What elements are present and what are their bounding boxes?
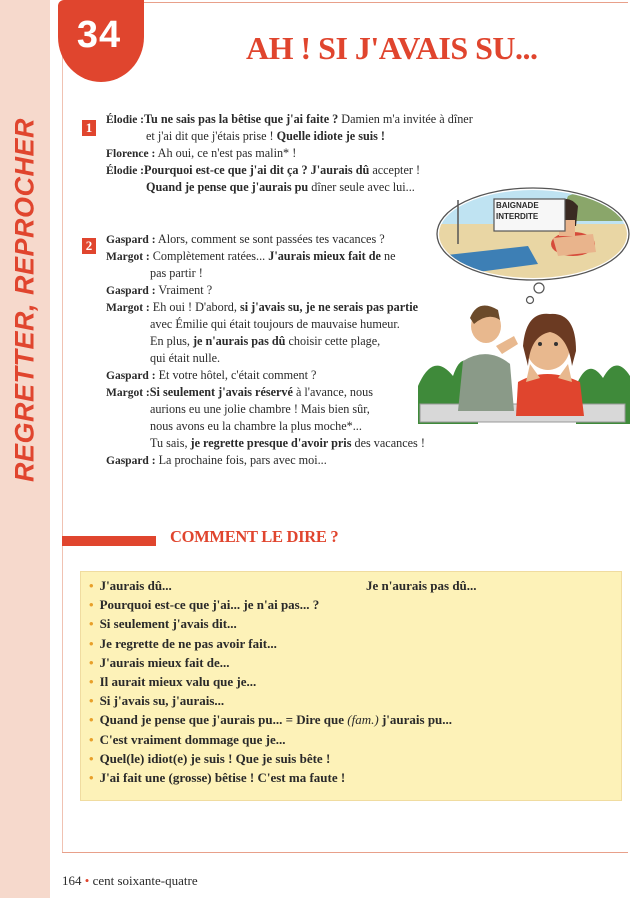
phrase-item	[89, 751, 330, 767]
bullet-icon: •	[89, 731, 94, 747]
dialogue-2-number: 2	[82, 238, 96, 254]
dialogue-line	[106, 248, 396, 265]
dialogue-line	[150, 401, 370, 417]
speaker-name: Gaspard :	[106, 455, 156, 467]
dialogue-text: Vraiment ?	[155, 283, 213, 297]
dialogue-line	[150, 435, 425, 451]
phrase-item	[89, 770, 345, 786]
key-expression: Si seulement j'avais réservé	[149, 385, 293, 399]
section-bar	[62, 536, 156, 546]
page-number-words: cent soixante-quatre	[92, 873, 198, 888]
phrase-text: J'ai fait une (grosse) bêtise ! C'est ma faute !	[99, 770, 346, 785]
dialogue-text: qui était nulle.	[150, 351, 221, 365]
bullet-icon: •	[89, 654, 94, 670]
speaker-name: Gaspard :	[106, 234, 156, 246]
dialogue-text: Tu sais,	[150, 436, 191, 450]
bullet-icon: •	[89, 750, 94, 766]
dialogue-text: choisir cette plage,	[285, 334, 381, 348]
speaker-name: Margot :	[106, 387, 150, 399]
key-expression: si j'avais su, je ne serais pas partie	[239, 300, 419, 314]
page-number: 164	[62, 873, 82, 888]
page-footer	[62, 873, 198, 889]
key-expression: Quand je pense que j'aurais pu	[146, 180, 309, 194]
speaker-name: Élodie :	[106, 114, 145, 126]
frame-left-line	[62, 2, 63, 853]
phrase-text: Pourquoi est-ce que j'ai... je n'ai pas... ?	[99, 597, 320, 613]
dialogue-line	[106, 282, 212, 299]
sign-text-line-1: BAIGNADE	[496, 201, 539, 210]
speaker-name: Florence :	[106, 148, 156, 160]
dialogue-line	[106, 384, 373, 401]
frame-top-line	[62, 2, 628, 3]
phrase-item	[89, 578, 172, 594]
key-expression: je n'aurais pas dû	[193, 334, 286, 348]
phrase-text: Si seulement j'avais dit...	[99, 616, 237, 632]
bullet-icon: •	[89, 616, 94, 632]
phrase-text: Il aurait mieux valu que je...	[99, 674, 257, 689]
phrase-item	[89, 732, 286, 748]
dialogue-line	[106, 111, 473, 128]
dialogue-text: à l'avance, nous	[292, 385, 373, 399]
phrase-text: Quand je pense que j'aurais pu... = Dire que	[99, 712, 348, 728]
phrase-text: Si j'avais su, j'aurais...	[99, 693, 225, 709]
dialogue-line	[106, 145, 296, 162]
phrase-text: J'aurais mieux fait de...	[99, 654, 230, 670]
phrase-text: Je regrette de ne pas avoir fait...	[99, 635, 277, 651]
dialogue-text: Alors, comment se sont passées tes vacances ?	[155, 232, 385, 246]
footer-bullet-icon: •	[84, 873, 93, 888]
key-expression: Quelle idiote je suis !	[276, 129, 385, 143]
dialogue-line	[106, 452, 327, 469]
dialogue-text: pas partir !	[150, 266, 203, 280]
phrase-item	[89, 712, 452, 728]
dialogue-line	[106, 162, 420, 179]
dialogue-text: et j'ai dit que j'étais prise !	[146, 129, 277, 143]
key-expression: je regrette presque d'avoir pris	[190, 436, 352, 450]
dialogue-line	[106, 299, 418, 316]
phrase-text: C'est vraiment dommage que je...	[99, 731, 286, 747]
speaker-name: Margot :	[106, 251, 150, 263]
speaker-name: Margot :	[106, 302, 150, 314]
dialogue-text: des vacances !	[351, 436, 425, 450]
dialogue-line	[146, 128, 385, 144]
lesson-number: 34	[76, 14, 122, 56]
phrase-text: j'aurais pu...	[378, 712, 453, 728]
sign-text-line-2: INTERDITE	[496, 212, 539, 221]
dialogue-text: accepter !	[369, 163, 421, 177]
key-expression: J'aurais mieux fait de	[268, 249, 381, 263]
phrase-item	[89, 693, 224, 709]
section-title: COMMENT LE DIRE ?	[170, 527, 339, 546]
speaker-name: Élodie :	[106, 165, 145, 177]
phrase-text: J'aurais dû...	[99, 578, 172, 593]
dialogue-text: Eh oui ! D'abord,	[149, 300, 240, 314]
dialogue-text: Complètement ratées...	[149, 249, 269, 263]
phrase-item	[89, 616, 237, 632]
dialogue-text: dîner seule avec lui...	[308, 180, 415, 194]
key-expression: Tu ne sais pas la bêtise que j'ai faite ?	[144, 112, 339, 126]
dialogue-text: Ah oui, ce n'est pas malin* !	[155, 146, 297, 160]
dialogue-line	[146, 179, 415, 195]
chapter-side-label: REGRETTER, REPROCHER	[9, 117, 40, 483]
bullet-icon: •	[89, 712, 94, 728]
speaker-name: Gaspard :	[106, 370, 156, 382]
dialogue-line	[150, 316, 400, 332]
dialogue-1-number: 1	[82, 120, 96, 136]
bullet-icon: •	[89, 770, 94, 785]
phrase-text: Quel(le) idiot(e) je suis ! Que je suis bête !	[99, 750, 331, 766]
phrase-register-note: (fam.)	[347, 712, 379, 728]
dialogue-line	[106, 231, 385, 248]
key-expression: Pourquoi est-ce que j'ai dit ça ? J'aurais dû	[144, 163, 370, 177]
dialogue-line	[150, 333, 380, 349]
bullet-icon: •	[89, 674, 94, 689]
page-title: AH ! SI J'AVAIS SU...	[246, 30, 538, 66]
dialogue-text: avec Émilie qui était toujours de mauvaise humeur.	[150, 317, 400, 331]
dialogue-line	[106, 367, 316, 384]
dialogue-text: ne	[380, 249, 396, 263]
beach-regret-illustration	[418, 186, 630, 426]
phrase-item	[89, 636, 277, 652]
dialogue-text: La prochaine fois, pars avec moi...	[155, 453, 327, 467]
phrase-item	[89, 597, 319, 613]
speaker-name: Gaspard :	[106, 285, 156, 297]
dialogue-text: aurions eu une jolie chambre ! Mais bien sûr,	[150, 402, 370, 416]
dialogue-text: nous avons eu la chambre la plus moche*...	[150, 419, 362, 433]
frame-bottom-line	[62, 852, 628, 853]
bullet-icon: •	[89, 635, 94, 651]
dialogue-text: Et votre hôtel, c'était comment ?	[155, 368, 317, 382]
dialogue-line	[150, 418, 362, 434]
dialogue-text: Damien m'a invitée à dîner	[338, 112, 473, 126]
bullet-icon: •	[89, 578, 94, 593]
dialogue-text: En plus,	[150, 334, 193, 348]
phrase-item	[89, 655, 230, 671]
dialogue-line	[150, 350, 220, 366]
phrase-item	[89, 674, 256, 690]
dialogue-line	[150, 265, 203, 281]
bullet-icon: •	[89, 597, 94, 613]
bullet-icon: •	[89, 693, 94, 709]
phrase-item-alt: Je n'aurais pas dû...	[366, 578, 477, 593]
